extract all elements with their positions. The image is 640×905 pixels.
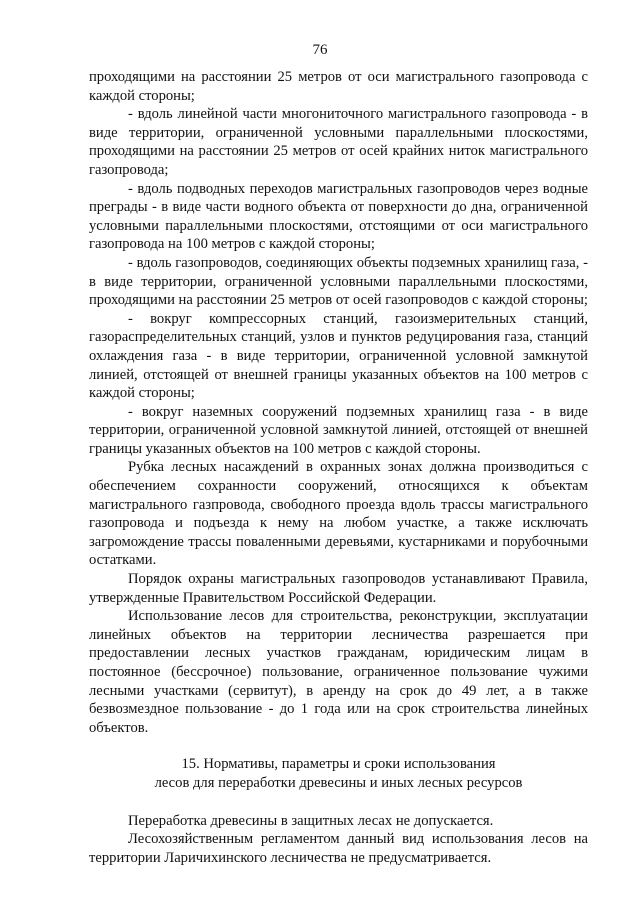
paragraph: - вокруг наземных сооружений подземных хранилищ газа - в виде территории, ограниченной условной замкнутой линией, отстоящей от внешней границы указанных объектов на 100 метров с каждой стороны. [89, 403, 588, 457]
paragraph: Использование лесов для строительства, реконструкции, эксплуатации линейных объектов на территории лесничества разрешается при предоставлении лесных участков гражданам, юридическим лицам в постоянное (бессрочное) пользование, ограниченное пользование чужими лесными участками (сервитут), в аренду на срок до 49 лет, а в также безвозмездное пользование - до 1 года или на срок строительства линейных объектов. [89, 608, 588, 736]
section-heading [89, 755, 588, 792]
paragraph: - вдоль газопроводов, соединяющих объекты подземных хранилищ газа, - в виде территории, ограниченной условными параллельными плоскостями, проходящими на расстоянии 25 метров от осей газопроводов с каждой стороны; [89, 254, 588, 309]
paragraph: Рубка лесных насаждений в охранных зонах должна производиться с обеспечением сохранности сооружений, относящихся к объектам магистрального газпровода, свободного проезда вдоль трассы магистрального газопровода и подъезда к нему на любом участке, а также исключать загромождение трассы поваленными деревьями, кустарниками и порубочными остатками. [89, 459, 588, 569]
paragraph: Лесохозяйственным регламентом данный вид использования лесов на территории Ларичихинского лесничества не предусматривается. [89, 831, 588, 866]
paragraph: Порядок охраны магистральных газопроводов устанавливают Правила, утвержденные Правительством Российской Федерации. [89, 571, 588, 606]
paragraph: - вдоль линейной части многониточного магистрального газопровода - в виде территории, ограниченной условными параллельными плоскостями, проходящими на расстоянии 25 метров от осей крайних ниток магистрального газопровода; [89, 106, 588, 178]
paragraph: - вокруг компрессорных станций, газоизмерительных станций, газораспределительных станций, узлов и пунктов редуцирования газа, станций охлаждения газа - в виде территории, ограниченной условной замкнутой линией, отстоящей от внешней границы указанных объектов на 100 метров с каждой стороны; [89, 310, 588, 402]
paragraph: проходящими на расстоянии 25 метров от оси магистрального газопровода с каждой стороны; [89, 69, 588, 104]
document-body [89, 68, 588, 867]
paragraph: Переработка древесины в защитных лесах не допускается. [128, 812, 494, 829]
section-heading-line: 15. Нормативы, параметры и сроки использования [181, 756, 496, 773]
paragraph: - вдоль подводных переходов магистральных газопроводов через водные преграды - в виде части водного объекта от поверхности до дна, ограниченной условными параллельными плоскостями, отстоящими от оси магистрального газопровода на 100 метров с каждой стороны; [89, 180, 588, 253]
section-heading-line: лесов для переработки древесины и иных лесных ресурсов [154, 774, 523, 791]
page-number: 76 [312, 42, 328, 58]
